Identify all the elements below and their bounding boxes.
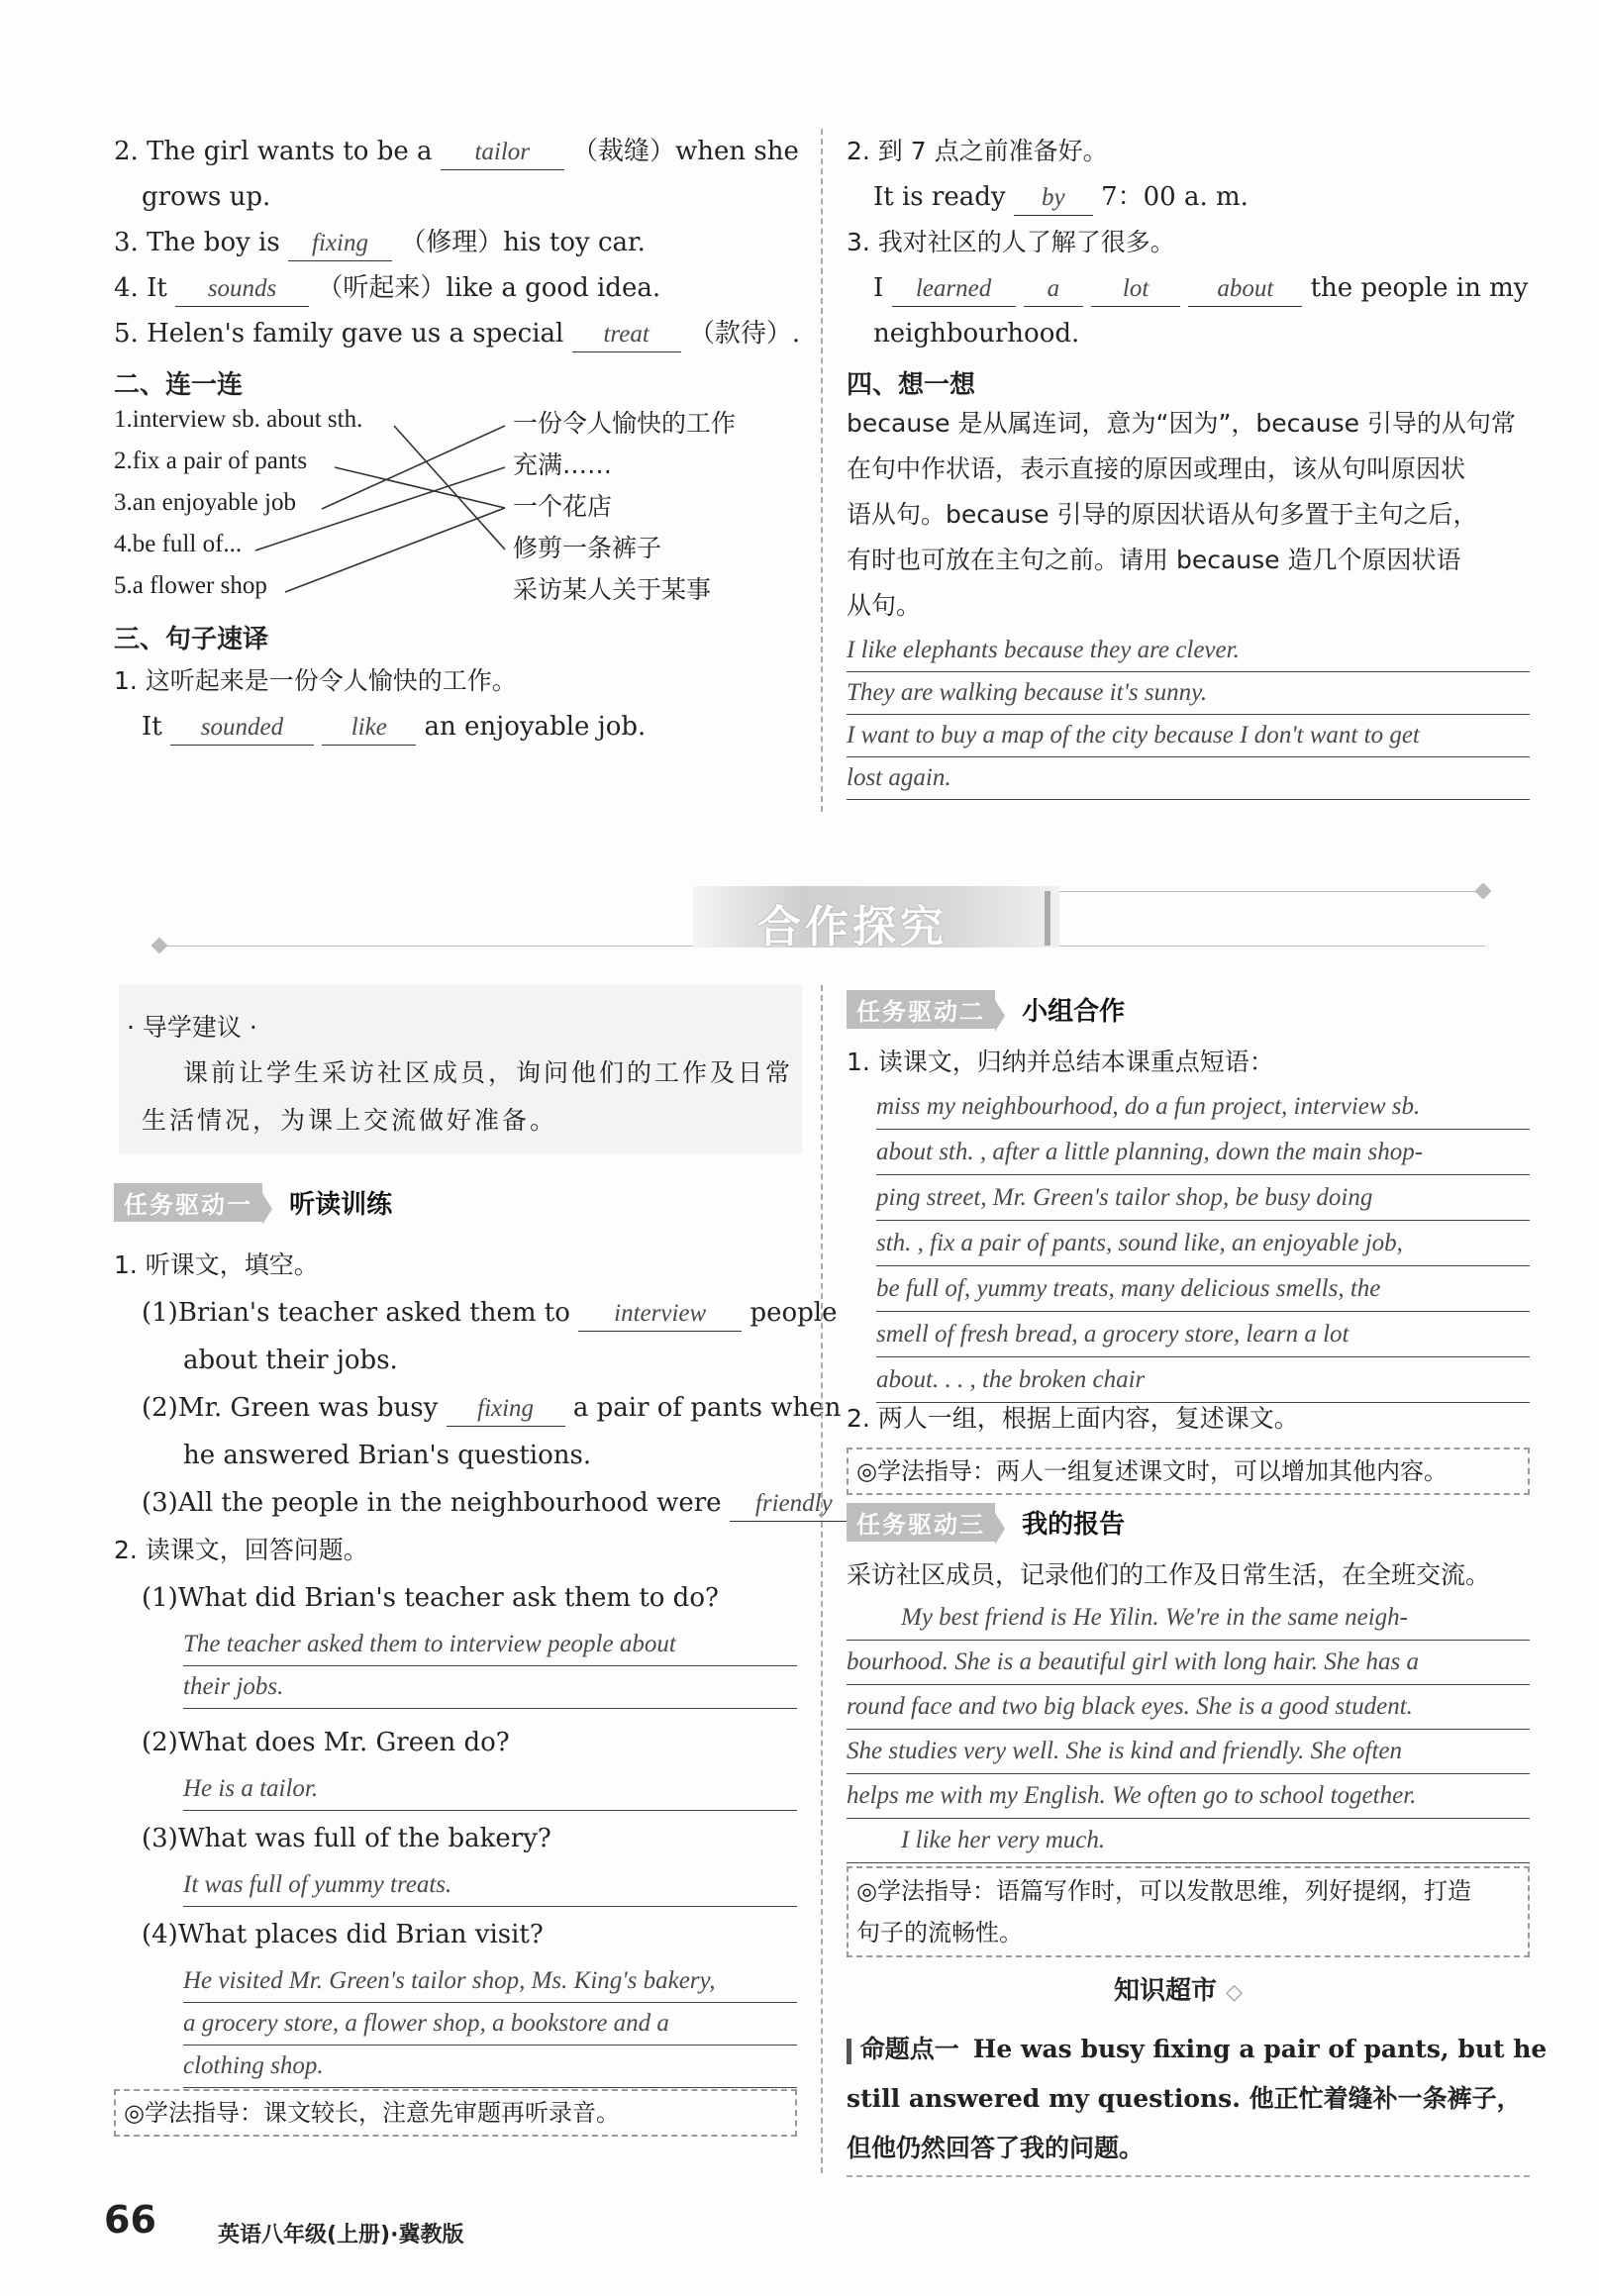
task-title: 小组合作: [1022, 997, 1126, 1027]
translate-3-cn: 3. 我对社区的人了解了很多。: [847, 228, 1175, 256]
exercise-2: 2. The girl wants to be a tailor （裁缝）when she: [114, 129, 799, 174]
translate-1-cn: 1. 这听起来是一份令人愉快的工作。: [114, 666, 517, 695]
task-tag: 任务驱动三: [847, 1503, 995, 1542]
answer-blank: lot: [1091, 272, 1180, 307]
read-qa-answer: The teacher asked them to interview people about their jobs.: [183, 1624, 797, 1709]
banner-title: 合作探究: [757, 902, 948, 952]
answer-blank: fixing: [447, 1392, 565, 1427]
read-qa-question: (3)What was full of the bakery?: [142, 1824, 551, 1853]
translate-1-en: It sounded like an enjoyable job.: [142, 704, 646, 749]
task3-header: [847, 1503, 1125, 1545]
exercise-3: 3. The boy is fixing （修理）his toy car.: [114, 220, 646, 265]
method-tip: ◎学法指导：课文较长，注意先审题再听录音。: [114, 2089, 797, 2137]
point-bar: [847, 2039, 851, 2064]
exercise-2-cont: grows up.: [142, 182, 271, 212]
exercise-4: 4. It sounds （听起来）like a good idea.: [114, 265, 660, 311]
answer-blank: by: [1014, 181, 1093, 216]
task1-header: [114, 1183, 392, 1225]
answer-blank: tailor: [441, 136, 564, 170]
handwritten-answer: I like elephants because they are clever.: [847, 630, 1530, 672]
match-right-item: 采访某人关于某事: [513, 575, 712, 604]
match-right-item: 修剪一条裤子: [513, 534, 662, 562]
method-tip: ◎学法指导：语篇写作时，可以发散思维，列好提纲，打造 句子的流畅性。: [847, 1866, 1530, 1957]
read-qa-answer: It was full of yummy treats.: [183, 1864, 797, 1907]
read-qa-answer: He visited Mr. Green's tailor shop, Ms. King's bakery, a grocery store, a flower shop, a bookstore and a clothing shop.: [183, 1960, 797, 2088]
listen-1-1: (1)Brian's teacher asked them to interview people: [142, 1290, 837, 1336]
translate-2-en: It is ready by 7：00 a. m.: [873, 174, 1249, 220]
answer-blank: like: [322, 711, 416, 746]
match-line: [394, 426, 505, 549]
group-question-2: 2. 两人一组，根据上面内容，复述课文。: [847, 1404, 1299, 1433]
read-qa-question: (2)What does Mr. Green do?: [142, 1728, 510, 1757]
section-title-translate: 三、句子速译: [114, 625, 269, 654]
banner-rule-upper: [1049, 891, 1480, 892]
translate-3-en: I learned a lot about the people in my: [873, 265, 1528, 311]
task-title: 我的报告: [1022, 1510, 1126, 1540]
section-rule: [847, 2175, 1530, 2177]
report-prompt: 采访社区成员，记录他们的工作及日常生活，在全班交流。: [847, 1560, 1491, 1589]
group-question-1: 1. 读课文，归纳并总结本课重点短语：: [847, 1048, 1274, 1076]
tag-arrow-icon: [262, 1193, 272, 1225]
answer-blank: about: [1188, 272, 1302, 307]
guide-title: · 导学建议 ·: [127, 1013, 257, 1042]
knowledge-point: 命题点一 He was busy fixing a pair of pants, but he still answered my questions. 他正忙着缝补一条裤子， 但他仍然回答了我的问题。: [847, 2035, 1548, 2162]
diamond-icon: [151, 938, 168, 954]
answer-blank: learned: [892, 272, 1016, 307]
translate-3-cont: neighbourhood.: [873, 319, 1080, 349]
tag-arrow-icon: [995, 1513, 1005, 1545]
think-answers: [847, 630, 1530, 800]
read-qa-answer: He is a tailor.: [183, 1768, 797, 1811]
tag-arrow-icon: [995, 1000, 1005, 1032]
answer-blank: a: [1024, 272, 1083, 307]
knowledge-title: 知识超市 ◇: [1114, 1976, 1243, 2006]
match-left-item: 4.be full of...: [114, 531, 243, 557]
match-line: [335, 467, 505, 508]
handwritten-answer: I want to buy a map of the city because I don't want to get: [847, 715, 1530, 757]
handwritten-answer: They are walking because it's sunny.: [847, 672, 1530, 715]
listen-1-1-cont: about their jobs.: [183, 1346, 398, 1375]
listen-question-1: 1. 听课文，填空。: [114, 1250, 319, 1279]
column-divider: [821, 985, 823, 2173]
guide-text: 课前让学生采访社区成员，询问他们的工作及日常 生活情况，为课上交流做好准备。: [142, 1058, 794, 1135]
task-tag: 任务驱动二: [847, 990, 995, 1029]
match-left-item: 2.fix a pair of pants: [114, 448, 308, 474]
task-tag: 任务驱动一: [114, 1183, 262, 1222]
answer-blank: sounds: [175, 272, 309, 307]
match-right-item: 一个花店: [513, 492, 613, 521]
section-title-think: 四、想一想: [847, 370, 976, 400]
diamond-icon: ◇: [1226, 1980, 1243, 2005]
think-text: because 是从属连词，意为“因为”，because 引导的从句常 在句中作状语，表示直接的原因或理由，该从句叫原因状 语从句。because 引导的原因状语从句多置于主句之后， 有时也可放在主句之前。请用 because 造几个原因状语 从句。: [847, 409, 1516, 620]
listen-1-2-cont: he answered Brian's questions.: [183, 1441, 592, 1470]
match-right-item: 一份令人愉快的工作: [513, 409, 737, 438]
read-qa-question: (1)What did Brian's teacher ask them to do?: [142, 1583, 719, 1613]
listen-1-2: (2)Mr. Green was busy fixing a pair of pants when: [142, 1385, 841, 1431]
match-left-item: 5.a flower shop: [114, 572, 267, 599]
answer-blank: interview: [578, 1297, 742, 1332]
column-divider: [821, 129, 823, 812]
page-number: 66: [104, 2198, 156, 2242]
banner-bar: [1045, 891, 1050, 946]
task2-header: [847, 990, 1125, 1032]
answer-blank: friendly: [730, 1487, 858, 1522]
answer-blank: treat: [572, 318, 681, 352]
match-left-item: 3.an enjoyable job: [114, 489, 296, 516]
task-title: 听读训练: [289, 1190, 393, 1220]
report-answer: My best friend is He Yilin. We're in the same neigh- bourhood. She is a beautiful girl with long hair. She has a round face and two big black eyes. She is a good student. She studies very well. She is kind and friendly. She often helps me with my English. We often go to school together. I like her very much.: [847, 1596, 1530, 1863]
exercise-5: 5. Helen's family gave us a special treat （款待）.: [114, 311, 800, 356]
read-qa-question: (4)What places did Brian visit?: [142, 1920, 544, 1949]
match-left-item: 1.interview sb. about sth.: [114, 406, 363, 433]
method-tip: ◎学法指导：两人一组复述课文时，可以增加其他内容。: [847, 1447, 1530, 1495]
phrase-answers: miss my neighbourhood, do a fun project, interview sb. about sth. , after a little planning, down the main shop- ping street, Mr. Green's tailor shop, be busy doing sth. , fix a pair of pants, sound like, an enjoyable job, be full of, yummy treats, many delicious smells, the smell of fresh bread, a grocery store, learn a lot about. . . , the broken chair: [876, 1084, 1530, 1403]
match-line: [285, 508, 505, 592]
listen-1-3: (3)All the people in the neighbourhood were friendly: [142, 1480, 874, 1526]
read-question-2: 2. 读课文，回答问题。: [114, 1536, 368, 1564]
translate-2-cn: 2. 到 7 点之前准备好。: [847, 137, 1108, 165]
handwritten-answer: lost again.: [847, 757, 1530, 800]
match-line: [322, 426, 505, 509]
match-right-item: 充满……: [513, 450, 613, 479]
answer-blank: fixing: [288, 227, 392, 261]
book-title: 英语八年级(上册)·冀教版: [218, 2223, 464, 2247]
section-title-match: 二、连一连: [114, 370, 244, 400]
answer-blank: sounded: [170, 711, 314, 746]
